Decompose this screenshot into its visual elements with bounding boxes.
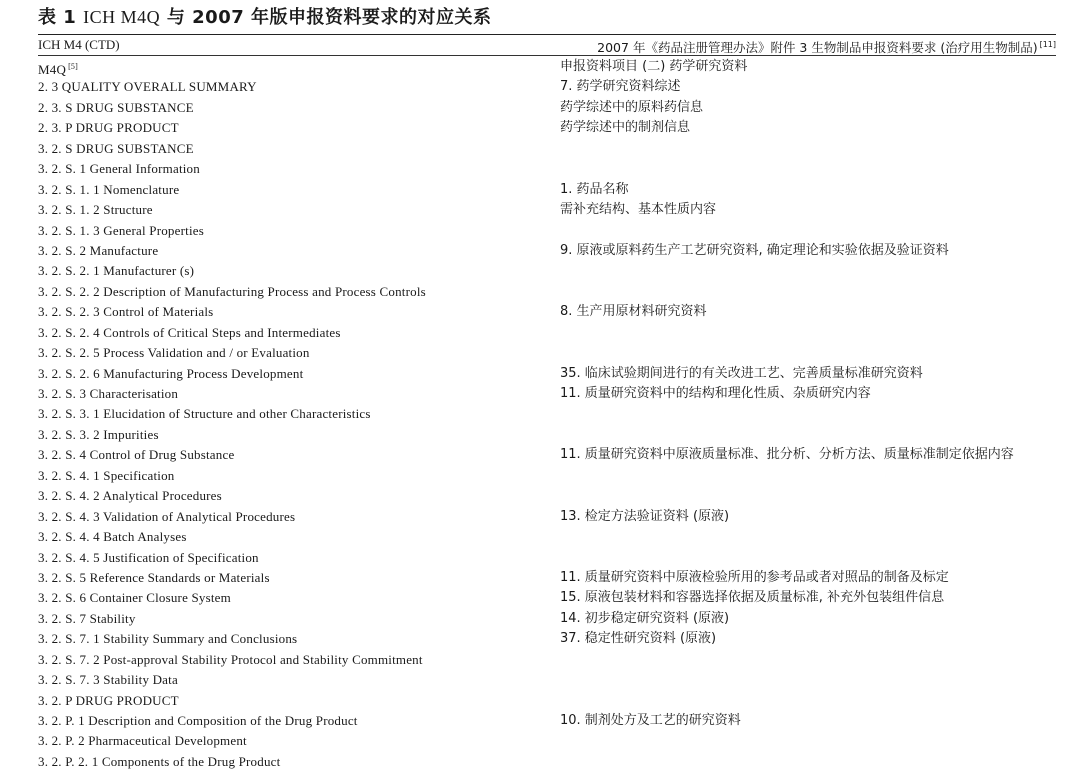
- requirement-cell: 11. 质量研究资料中的结构和理化性质、杂质研究内容: [560, 386, 871, 401]
- ich-section-ref: [5]: [68, 62, 78, 71]
- ich-section-text: 3. 2. S. 7. 2 Post-approval Stability Protocol and Stability Commitment: [38, 651, 423, 667]
- ich-section-cell: [38, 445, 234, 465]
- ich-section-text: 3. 2. S. 2. 3 Control of Materials: [38, 304, 214, 320]
- table-row: [38, 731, 1056, 751]
- ich-section-text: 3. 2. S. 2. 5 Process Validation and / or Evaluation: [38, 345, 310, 361]
- caption-title: 与 2007 年版申报资料要求的对应关系: [166, 7, 492, 28]
- ich-section-text: 3. 2. S. 4. 1 Specification: [38, 467, 175, 483]
- ich-section-cell: [38, 650, 423, 670]
- ich-section-cell: [38, 98, 194, 118]
- ich-section-text: 3. 2. S. 4. 2 Analytical Procedures: [38, 488, 222, 504]
- table-row: [38, 221, 1056, 241]
- ich-section-cell: [38, 670, 178, 690]
- table-row: [38, 588, 1056, 608]
- table-row: [38, 548, 1056, 568]
- table-row: [38, 180, 1056, 200]
- table-row: [38, 527, 1056, 547]
- ich-section-cell: [38, 159, 200, 179]
- table-row: [38, 711, 1056, 731]
- table-row: [38, 404, 1056, 424]
- table-row: [38, 445, 1056, 465]
- column-header-2007: [597, 36, 1056, 57]
- table-row: [38, 670, 1056, 690]
- ich-section-text: 3. 2. S. 1 General Information: [38, 161, 200, 177]
- ich-section-text: 3. 2. S. 4 Control of Drug Substance: [38, 447, 235, 463]
- ich-section-text: 3. 2. S. 7. 3 Stability Data: [38, 672, 178, 688]
- ich-section-cell: [38, 180, 179, 200]
- ich-section-cell: [38, 282, 426, 302]
- requirement-cell: 10. 制剂处方及工艺的研究资料: [560, 713, 741, 728]
- ich-section-text: 3. 2. S. 2. 1 Manufacturer (s): [38, 263, 195, 279]
- caption-label: 表 1: [38, 7, 77, 28]
- requirement-cell: 申报资料项目 (二) 药学研究资料: [560, 59, 748, 74]
- requirement-cell: 7. 药学研究资料综述: [560, 79, 681, 95]
- requirement-cell: 1. 药品名称: [560, 181, 629, 197]
- table-row: [38, 118, 1056, 138]
- column-header-ich: ICH M4 (CTD): [38, 37, 120, 52]
- ich-section-text: 3. 2. P. 1 Description and Composition of the Drug Product: [38, 713, 358, 728]
- ich-section-text: 3. 2. S. 7. 1 Stability Summary and Conclusions: [38, 631, 298, 647]
- ich-section-cell: [38, 731, 247, 751]
- ich-section-cell: [38, 364, 303, 384]
- table-top-rule: [38, 34, 1056, 35]
- column-header-2007-ref: [11]: [1039, 40, 1056, 49]
- requirement-cell: 9. 原液或原料药生产工艺研究资料, 确定理论和实验依据及验证资料: [560, 242, 949, 258]
- table-row: [38, 159, 1056, 179]
- table-header-rule: [38, 55, 1056, 56]
- ich-section-text: 3. 2. S. 1. 2 Structure: [38, 202, 153, 218]
- ich-section-cell: [38, 588, 231, 608]
- table-row: [38, 57, 1056, 77]
- ich-section-text: 3. 2. P. 2. 1 Components of the Drug Product: [38, 753, 281, 769]
- table-row: [38, 98, 1056, 118]
- ich-section-text: 3. 2. S DRUG SUBSTANCE: [38, 140, 194, 156]
- ich-section-text: 3. 2. S. 3. 2 Impurities: [38, 426, 159, 442]
- ich-section-cell: [38, 343, 310, 363]
- ich-section-cell: [38, 200, 153, 220]
- table-row: [38, 466, 1056, 486]
- ich-section-cell: [38, 609, 136, 629]
- ich-section-text: 3. 2. P DRUG PRODUCT: [38, 692, 179, 708]
- ich-section-text: 3. 2. S. 4. 5 Justification of Specification: [38, 549, 259, 565]
- ich-section-cell: [38, 711, 358, 731]
- ich-section-cell: [38, 548, 259, 568]
- ich-section-text: 3. 2. S. 3 Characterisation: [38, 386, 179, 401]
- table-row: [38, 650, 1056, 670]
- requirement-cell: 15. 原液包装材料和容器选择依据及质量标准, 补充外包装组件信息: [560, 590, 945, 606]
- ich-section-text: 3. 2. S. 1. 1 Nomenclature: [38, 181, 180, 197]
- ich-section-cell: [38, 527, 187, 547]
- table-row: [38, 323, 1056, 343]
- ich-section-cell: [38, 261, 194, 281]
- table-row: [38, 241, 1056, 261]
- table-row: [38, 629, 1056, 649]
- ich-section-text: 3. 2. S. 4. 4 Batch Analyses: [38, 529, 187, 545]
- ich-section-cell: [38, 629, 297, 649]
- requirement-cell: 11. 质量研究资料中原液检验所用的参考品或者对照品的制备及标定: [560, 569, 949, 585]
- table-row: [38, 568, 1056, 588]
- ich-section-text: 3. 2. S. 2. 4 Controls of Critical Steps and Intermediates: [38, 324, 341, 340]
- table-row: [38, 691, 1056, 711]
- ich-section-text: 3. 2. S. 6 Container Closure System: [38, 590, 231, 606]
- requirement-cell: 需补充结构、基本性质内容: [560, 202, 717, 218]
- table-row: [38, 200, 1056, 220]
- requirement-cell: 11. 质量研究资料中原液质量标准、批分析、分析方法、质量标准制定依据内容: [560, 447, 1014, 463]
- ich-section-text: 3. 2. S. 3. 1 Elucidation of Structure and other Characteristics: [38, 406, 371, 422]
- ich-section-text: 3. 2. S. 1. 3 General Properties: [38, 222, 204, 238]
- requirement-cell: 药学综述中的原料药信息: [560, 99, 704, 115]
- requirement-cell: 35. 临床试验期间进行的有关改进工艺、完善质量标准研究资料: [560, 365, 923, 381]
- ich-section-text: 3. 2. P. 2 Pharmaceutical Development: [38, 733, 247, 749]
- ich-section-cell: [38, 241, 158, 261]
- ich-section-text: M4Q: [38, 62, 67, 77]
- requirement-cell: 8. 生产用原材料研究资料: [560, 304, 707, 320]
- table-caption: [38, 4, 492, 31]
- ich-section-cell: [38, 507, 295, 527]
- ich-section-text: 3. 2. S. 2. 2 Description of Manufacturing Process and Process Controls: [38, 283, 426, 299]
- ich-section-cell: [38, 691, 179, 711]
- requirement-cell: 药学综述中的制剂信息: [560, 120, 691, 136]
- ich-section-cell: [38, 384, 178, 404]
- table-row: [38, 507, 1056, 527]
- table-row: [38, 384, 1056, 404]
- table-row: [38, 139, 1056, 159]
- ich-section-cell: [38, 404, 371, 424]
- table-row: [38, 609, 1056, 629]
- ich-section-text: 3. 2. S. 2. 6 Manufacturing Process Development: [38, 365, 304, 381]
- table-row: [38, 77, 1056, 97]
- table-row: [38, 302, 1056, 322]
- ich-section-cell: [38, 486, 222, 506]
- ich-section-cell: [38, 139, 194, 159]
- table-body: [38, 57, 1056, 772]
- ich-section-cell: [38, 568, 270, 588]
- table-row: [38, 486, 1056, 506]
- table-row: [38, 425, 1056, 445]
- table-row: [38, 261, 1056, 281]
- caption-latin: ICH M4Q: [83, 7, 161, 27]
- requirement-cell: 14. 初步稳定研究资料 (原液): [560, 610, 730, 626]
- column-header-2007-text: 2007 年《药品注册管理办法》附件 3 生物制品申报资料要求 (治疗用生物制品): [597, 40, 1038, 55]
- ich-section-text: 2. 3. S DRUG SUBSTANCE: [38, 99, 194, 115]
- ich-section-cell: [38, 118, 179, 138]
- ich-section-text: 3. 2. S. 4. 3 Validation of Analytical Procedures: [38, 508, 296, 524]
- ich-section-text: 2. 3 QUALITY OVERALL SUMMARY: [38, 79, 257, 95]
- ich-section-text: 3. 2. S. 5 Reference Standards or Materials: [38, 569, 270, 585]
- ich-section-cell: [38, 221, 204, 241]
- ich-section-text: 3. 2. S. 7 Stability: [38, 610, 136, 626]
- ich-section-cell: [38, 466, 174, 486]
- ich-section-cell: [38, 302, 213, 322]
- ich-section-cell: [38, 425, 159, 445]
- ich-section-cell: [38, 323, 341, 343]
- table-row: [38, 343, 1056, 363]
- table-row: [38, 364, 1056, 384]
- requirement-cell: 13. 检定方法验证资料 (原液): [560, 508, 730, 524]
- requirement-cell: 37. 稳定性研究资料 (原液): [560, 631, 717, 647]
- ich-section-cell: [38, 77, 257, 97]
- ich-section-text: 3. 2. S. 2 Manufacture: [38, 242, 159, 258]
- ich-section-text: 2. 3. P DRUG PRODUCT: [38, 120, 179, 136]
- table-row: [38, 282, 1056, 302]
